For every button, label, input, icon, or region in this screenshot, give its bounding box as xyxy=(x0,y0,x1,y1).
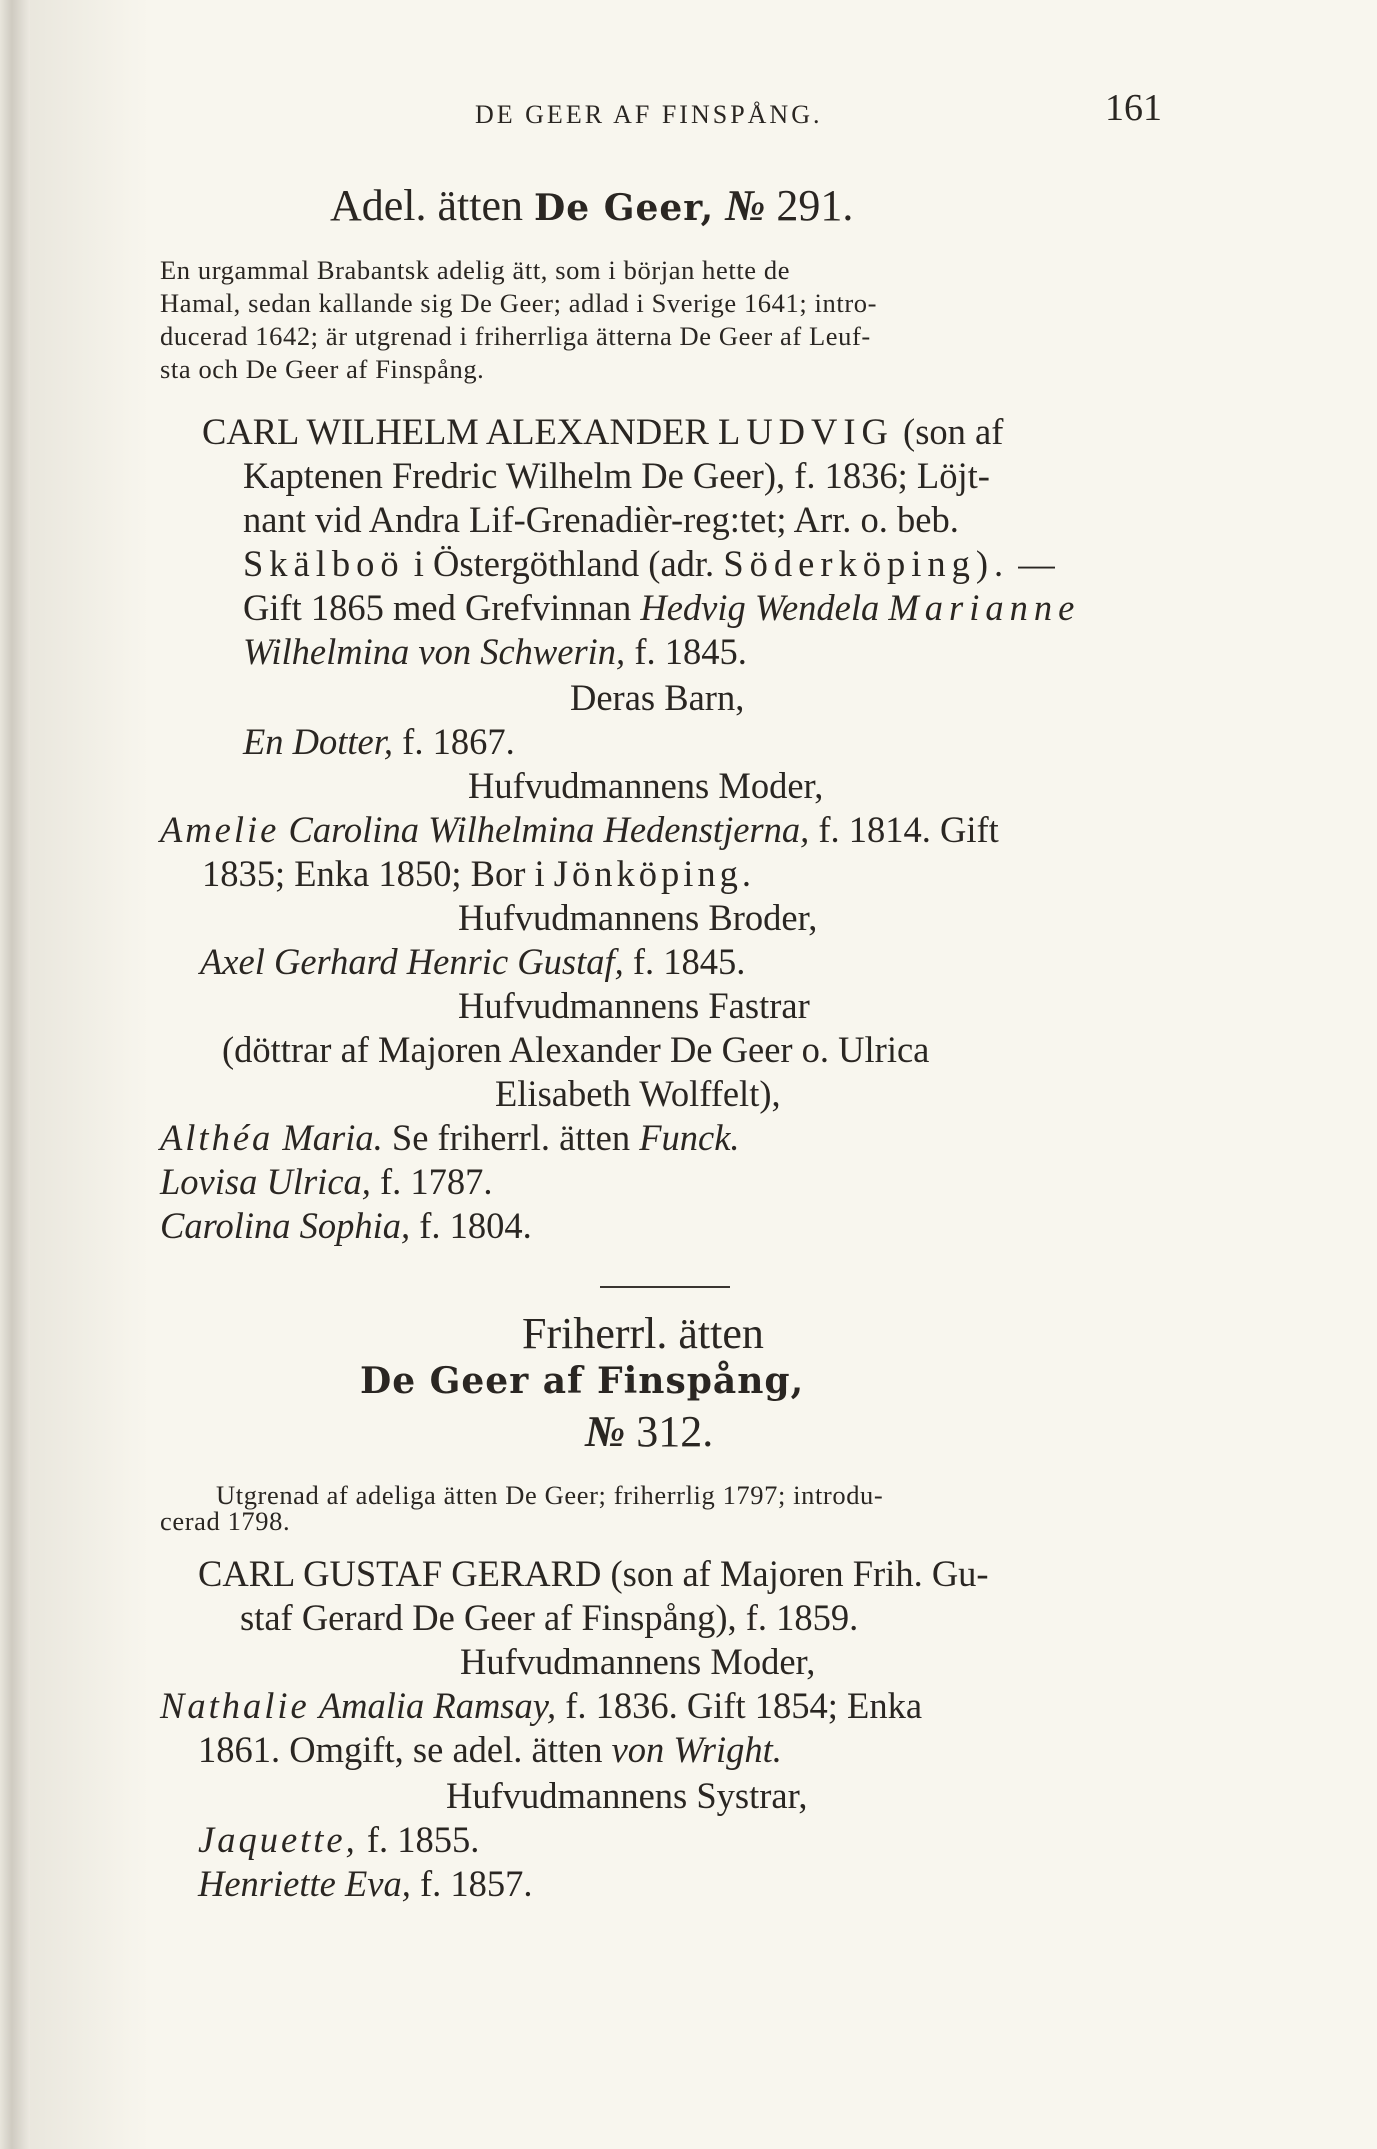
title-prefix: Adel. ätten xyxy=(330,181,524,230)
child-entry xyxy=(243,720,515,763)
title-number-sign: № xyxy=(585,1407,626,1456)
subheading-mother: Hufvudmannens Moder, xyxy=(460,1641,816,1682)
birth-year: f. 1845. xyxy=(632,941,746,982)
birth-year: f. 1804. xyxy=(419,1205,532,1246)
aunt-entry xyxy=(160,1204,532,1247)
head-callname: LUDVIG xyxy=(718,411,894,452)
body-line xyxy=(202,852,755,895)
birth-year: f. 1857. xyxy=(419,1863,533,1904)
body-text: 1835; Enka 1850; Bor i xyxy=(202,853,545,894)
intro-line: ducerad 1642; är utgrenad i friherrliga ätterna De Geer af Leuf- xyxy=(160,321,871,351)
head-of-family-line xyxy=(202,410,1003,453)
spouse-callname: Marianne xyxy=(888,587,1081,628)
page-gutter xyxy=(0,0,30,2149)
body-line xyxy=(243,630,747,673)
subheading-brother: Hufvudmannens Broder, xyxy=(458,897,818,938)
body-text: Se friherrl. ätten xyxy=(391,1117,631,1158)
child-name: En Dotter, xyxy=(243,721,394,762)
body-line xyxy=(198,1728,782,1771)
section-title-family: De Geer af Finspång, xyxy=(360,1360,805,1402)
sister-entry xyxy=(198,1818,479,1861)
body-line xyxy=(243,542,1055,585)
section-title-friherrl: Friherrl. ätten xyxy=(522,1309,764,1358)
spouse-name: Wilhelmina von Schwerin, xyxy=(243,631,626,672)
estate-name: Skälboö xyxy=(243,543,405,584)
subheading-aunts: Hufvudmannens Fastrar xyxy=(458,985,810,1026)
section-title-number xyxy=(585,1406,713,1457)
sister-name: Jaquette, xyxy=(198,1819,358,1860)
aunt-name: Lovisa Ulrica, xyxy=(160,1161,371,1202)
sister-entry xyxy=(198,1862,533,1905)
aunt-name: Carolina Sophia, xyxy=(160,1205,411,1246)
body-line: staf Gerard De Geer af Finspång), f. 1859. xyxy=(240,1597,859,1638)
body-line: nant vid Andra Lif-Grenadièr-reg:tet; Arr. o. beb. xyxy=(243,499,959,540)
body-text: 1861. Omgift, se adel. ätten xyxy=(198,1729,603,1770)
page-number: 161 xyxy=(1105,87,1162,129)
body-line xyxy=(243,586,1080,629)
head-of-family-line: CARL GUSTAF GERARD (son af Majoren Frih. Gu- xyxy=(198,1553,989,1594)
subheading-mother: Hufvudmannens Moder, xyxy=(468,765,824,806)
page-gutter-shadow xyxy=(30,0,150,2149)
dash: — xyxy=(1018,543,1055,584)
body-text: i Östergöthland (adr. xyxy=(413,543,715,584)
mother-name: Carolina Wilhelmina Hedenstjerna, xyxy=(288,809,810,850)
birth-year: f. 1867. xyxy=(402,721,515,762)
brother-name: Axel Gerhard Henric Gustaf, xyxy=(200,941,624,982)
body-text: f. 1814. Gift xyxy=(818,809,999,850)
body-text: Gift 1865 med Grefvinnan xyxy=(243,587,632,628)
birth-year: f. 1855. xyxy=(366,1819,480,1860)
intro-line: Utgrenad af adeliga ätten De Geer; friherrlig 1797; introdu- xyxy=(216,1480,884,1510)
running-head: DE GEER AF FINSPÅNG. xyxy=(475,100,823,129)
residence: Jönköping. xyxy=(553,853,756,894)
birth-year: f. 1787. xyxy=(380,1161,493,1202)
mother-callname: Amelie xyxy=(160,809,280,850)
aunt-callname: Althéa xyxy=(160,1117,274,1158)
address-town: Söderköping). xyxy=(723,543,1010,584)
head-rest: (son af xyxy=(903,411,1004,452)
aunt-name: Maria. xyxy=(282,1117,383,1158)
sister-name: Henriette Eva, xyxy=(198,1863,411,1904)
body-text: f. 1836. Gift 1854; Enka xyxy=(565,1685,923,1726)
mother-entry xyxy=(160,808,999,851)
mother-entry xyxy=(160,1684,922,1727)
intro-line: cerad 1798. xyxy=(160,1506,291,1536)
title-number-sign: № xyxy=(725,181,766,230)
title-number: 291. xyxy=(776,181,854,230)
mother-callname: Nathalie xyxy=(160,1685,310,1726)
body-line: Kaptenen Fredric Wilhelm De Geer), f. 1836; Löjt- xyxy=(243,455,990,496)
aunt-entry xyxy=(160,1160,493,1203)
subheading-sisters: Hufvudmannens Systrar, xyxy=(446,1775,808,1816)
body-line: Elisabeth Wolffelt), xyxy=(495,1073,781,1114)
head-name: CARL WILHELM ALEXANDER xyxy=(202,411,709,452)
birth-year: f. 1845. xyxy=(634,631,747,672)
aunt-entry xyxy=(160,1116,740,1159)
spouse-name: Hedvig Wendela xyxy=(640,587,880,628)
section-divider xyxy=(600,1286,730,1288)
cross-reference: Funck. xyxy=(639,1117,740,1158)
mother-name: Amalia Ramsay, xyxy=(318,1685,557,1726)
title-number: 312. xyxy=(636,1407,714,1456)
brother-entry xyxy=(200,940,745,983)
subheading-children: Deras Barn, xyxy=(570,677,745,718)
body-line: (döttrar af Majoren Alexander De Geer o. Ulrica xyxy=(222,1029,930,1070)
cross-reference: von Wright. xyxy=(611,1729,782,1770)
section-title-adel xyxy=(330,180,853,231)
title-family-name: De Geer, xyxy=(534,187,715,229)
intro-line: Hamal, sedan kallande sig De Geer; adlad i Sverige 1641; intro- xyxy=(160,288,878,318)
intro-line: En urgammal Brabantsk adelig ätt, som i början hette de xyxy=(160,255,791,285)
intro-line: sta och De Geer af Finspång. xyxy=(160,354,485,384)
